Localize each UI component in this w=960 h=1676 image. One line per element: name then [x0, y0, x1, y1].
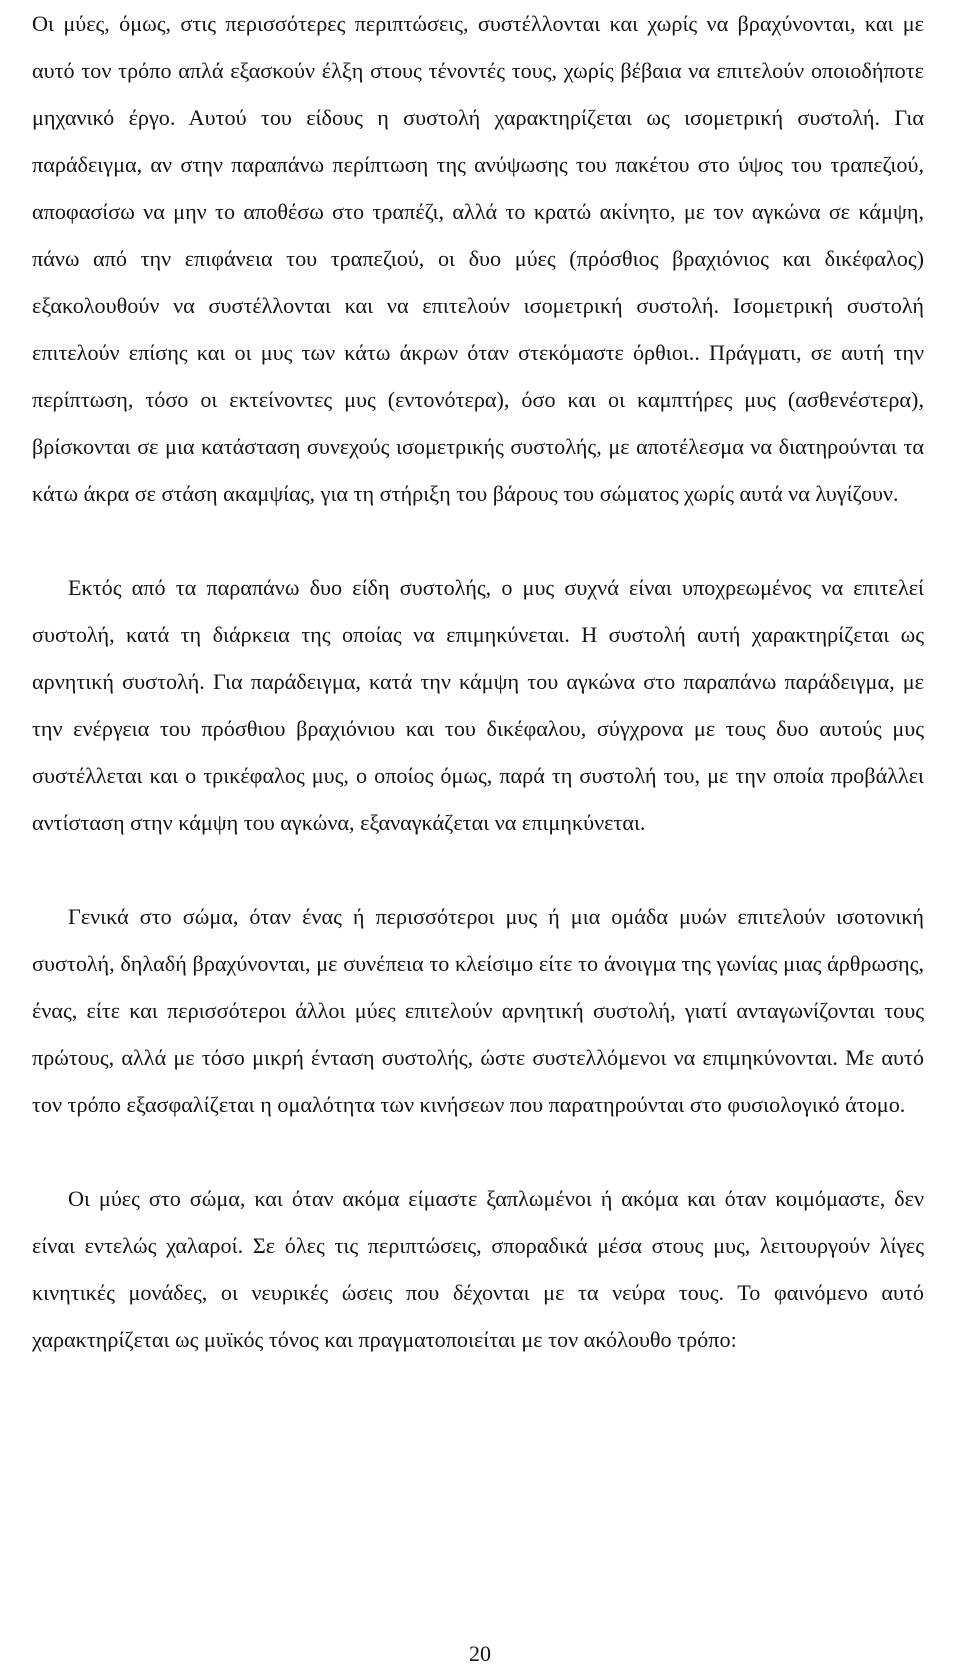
paragraph-isometric-contraction: Οι μύες, όμως, στις περισσότερες περιπτώσεις, συστέλλονται και χωρίς να βραχύνονται, και με αυτό τον τρόπο απλά εξασκούν έλξη στους τένοντές τους, χωρίς βέβαια να επιτελούν οποιοδήποτε μηχανικό έργο. Αυτού του είδους η συστολή χαρακτηρίζεται ως ισομετρική συστολή. Για παράδειγμα, αν στην παραπάνω περίπτωση της ανύψωσης του πακέτου στο ύψος του τραπεζιού, αποφασίσω να μην το αποθέσω στο τραπέζι, αλλά το κρατώ ακίνητο, με τον αγκώνα σε κάμψη, πάνω από την επιφάνεια του τραπεζιού, οι δυο μύες (πρόσθιος βραχιόνιος και δικέφαλος) εξακολουθούν να συστέλλονται και να επιτελούν ισομετρική συστολή. Ισομετρική συστολή επιτελούν επίσης και οι μυς των κάτω άκρων όταν στεκόμαστε όρθιοι.. Πράγματι, σε αυτή την περίπτωση, τόσο οι εκτείνοντες μυς (εντονότερα), όσο και οι καμπτήρες μυς (ασθενέστερα), βρίσκονται σε μια κατάσταση συνεχούς ισομετρικής συστολής, με αποτέλεσμα να διατηρούνται τα κάτω άκρα σε στάση ακαμψίας, για τη στήριξη του βάρους του σώματος χωρίς αυτά να λυγίζουν. [32, 11, 924, 506]
paragraph-muscle-tone: Οι μύες στο σώμα, και όταν ακόμα είμαστε ξαπλωμένοι ή ακόμα και όταν κοιμόμαστε, δεν είναι εντελώς χαλαροί. Σε όλες τις περιπτώσεις, σποραδικά μέσα στους μυς, λειτουργούν λίγες κινητικές μονάδες, οι νευρικές ώσεις που δέχονται με τα νεύρα τους. Το φαινόμενο αυτό χαρακτηρίζεται ως μυϊκός τόνος και πραγματοποιείται με τον ακόλουθο τρόπο: [32, 1186, 924, 1352]
paragraph-negative-contraction: Εκτός από τα παραπάνω δυο είδη συστολής, ο μυς συχνά είναι υποχρεωμένος να επιτελεί συστολή, κατά τη διάρκεια της οποίας να επιμηκύνεται. Η συστολή αυτή χαρακτηρίζεται ως αρνητική συστολή. Για παράδειγμα, κατά την κάμψη του αγκώνα στο παραπάνω παράδειγμα, με την ενέργεια του πρόσθιου βραχιόνιου και του δικέφαλου, σύγχρονα με τους δυο αυτούς μυς συστέλλεται και ο τρικέφαλος μυς, ο οποίος όμως, παρά τη συστολή του, με την οποία προβάλλει αντίσταση στην κάμψη του αγκώνα, εξαναγκάζεται να επιμηκύνεται. [32, 575, 924, 835]
paragraph-movement-smoothness: Γενικά στο σώμα, όταν ένας ή περισσότεροι μυς ή μια ομάδα μυών επιτελούν ισοτονική συστολή, δηλαδή βραχύνονται, με συνέπεια το κλείσιμο είτε το άνοιγμα της γωνίας μιας άρθρωσης, ένας, είτε και περισσότεροι άλλοι μύες επιτελούν αρνητική συστολή, γιατί ανταγωνίζονται τους πρώτους, αλλά με τόσο μικρή ένταση συστολής, ώστε συστελλόμενοι να επιμηκύνονται. Με αυτό τον τρόπο εξασφαλίζεται η ομαλότητα των κινήσεων που παρατηρούνται στο φυσιολογικό άτομο. [32, 904, 924, 1117]
page-number: 20 [469, 1641, 491, 1666]
body-text [32, 0, 924, 1363]
